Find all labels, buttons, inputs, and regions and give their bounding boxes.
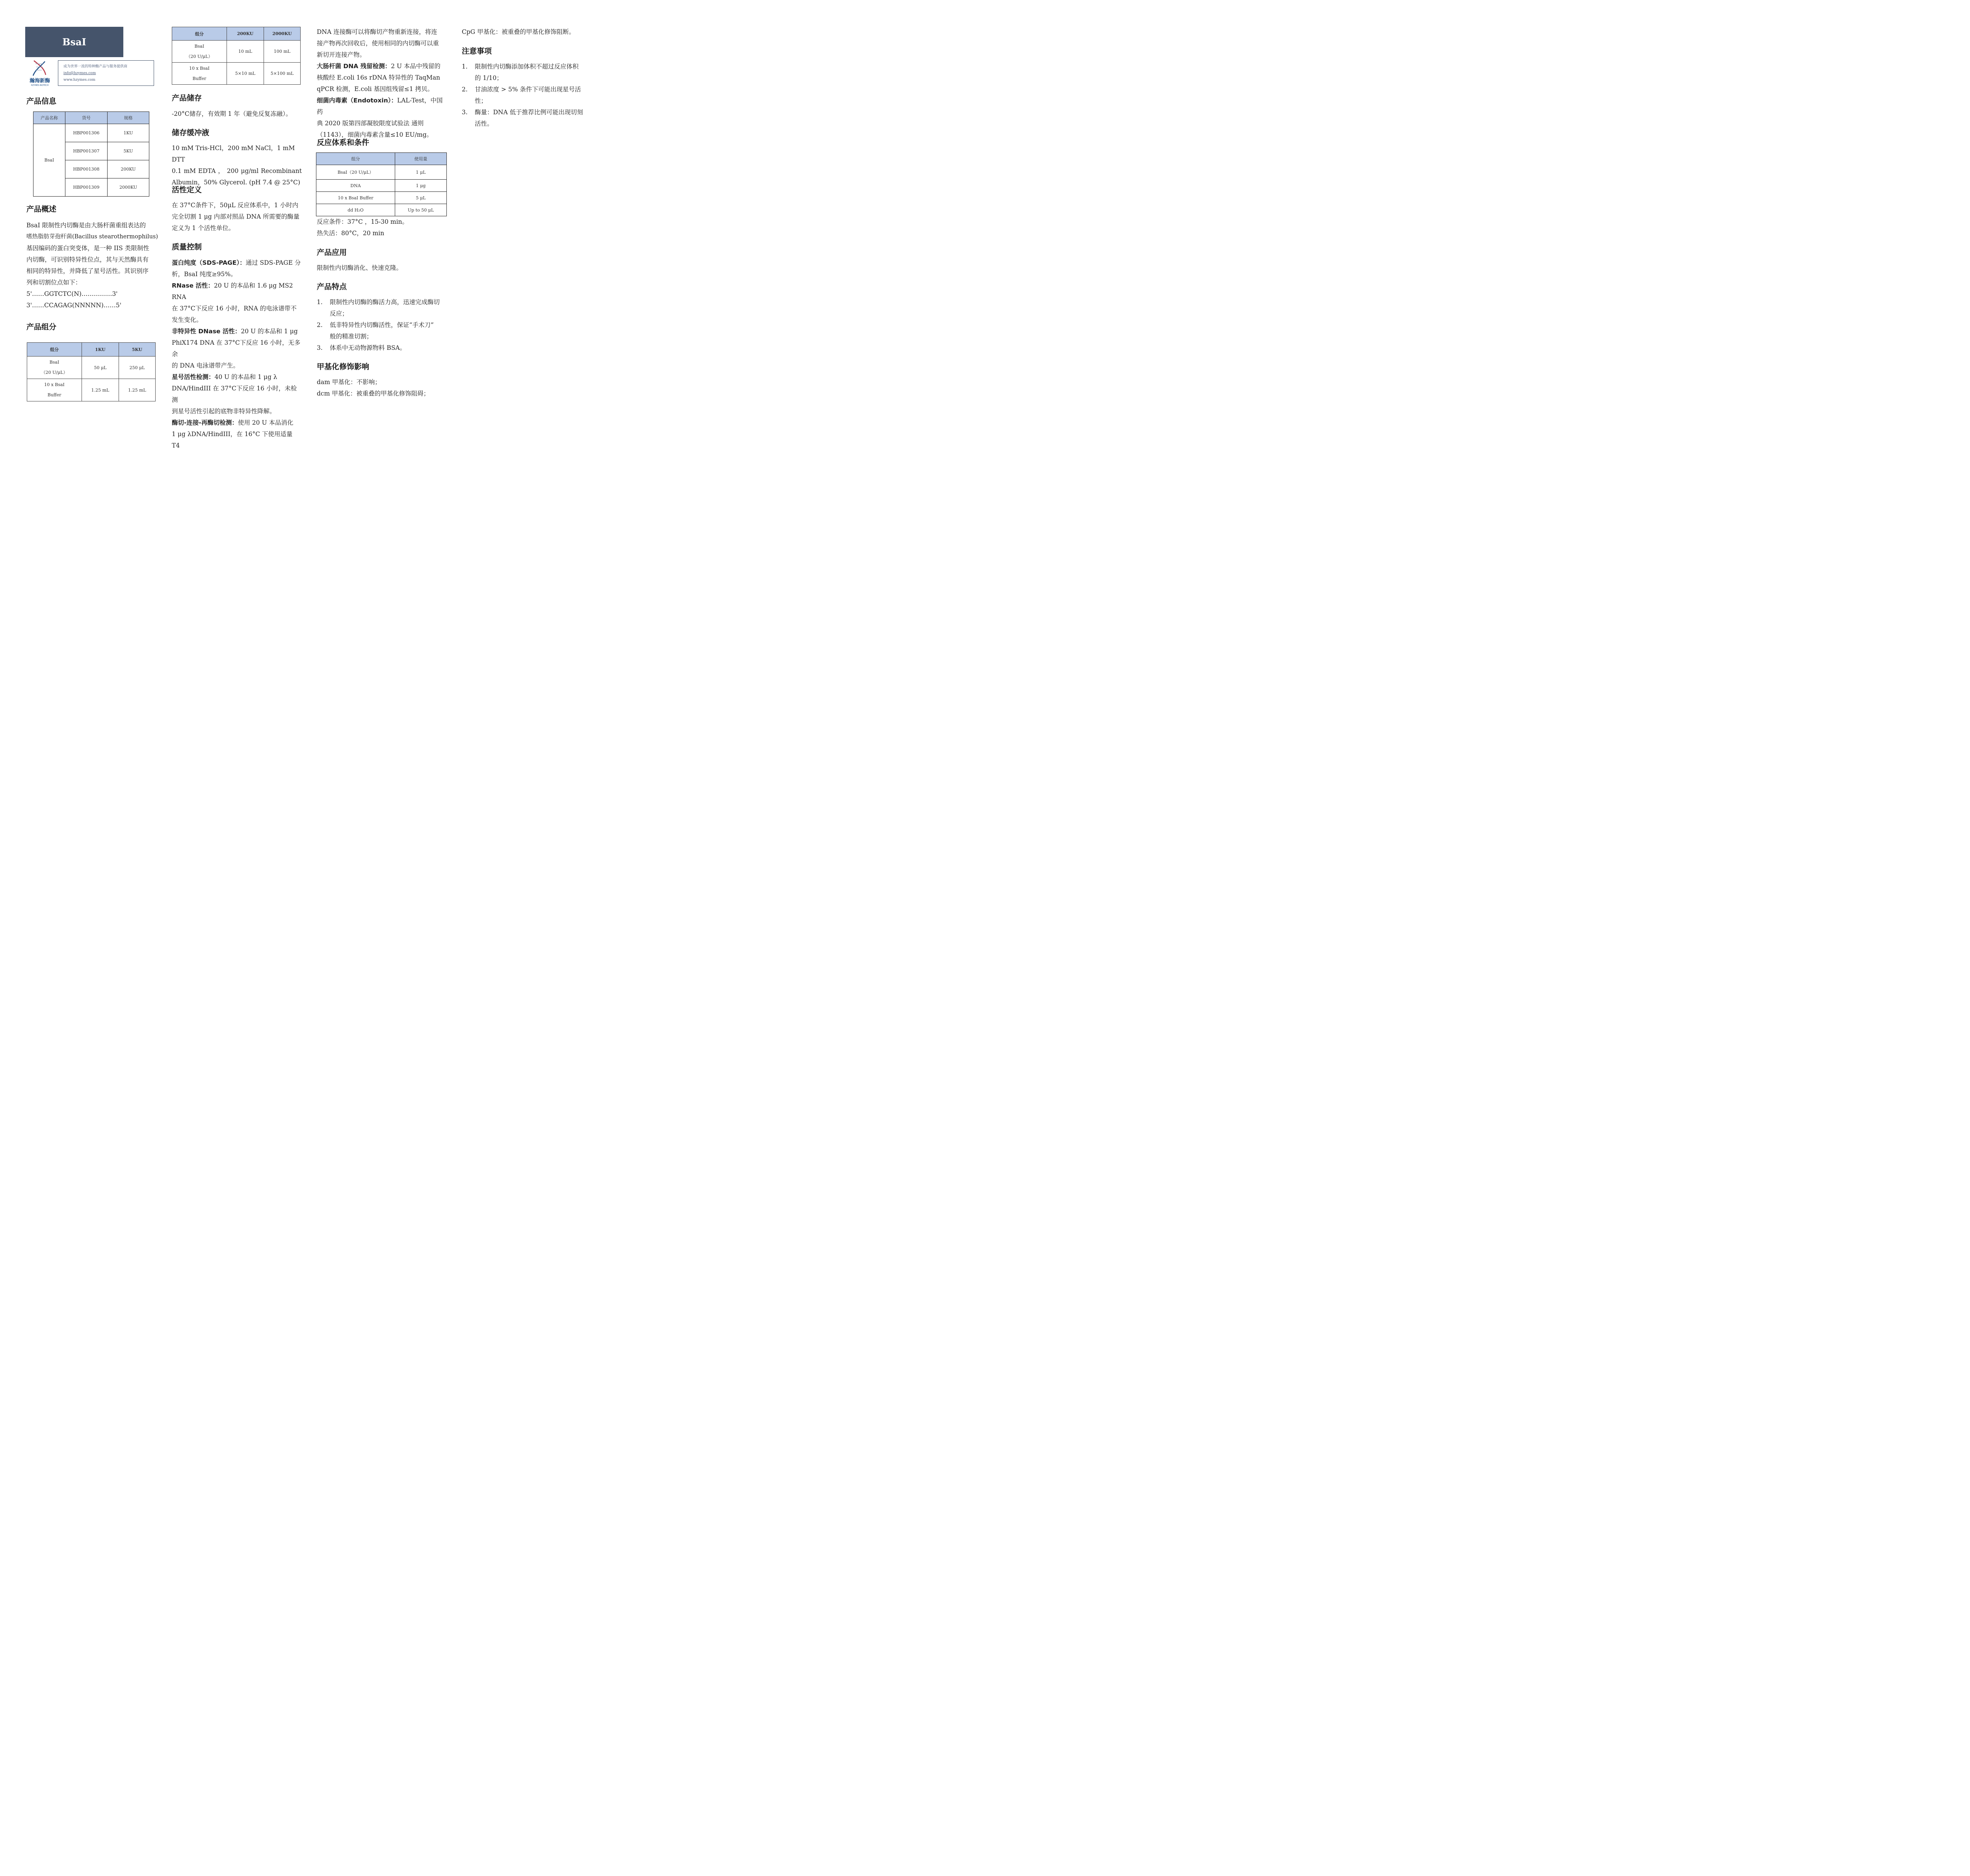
table-cell: 10 mL [227, 41, 264, 63]
table-cell: dd H₂O [316, 204, 395, 216]
qc-label-star: 星号活性检测： [172, 373, 215, 381]
logo-text: 瀚海新酶 [29, 78, 50, 84]
table-cell: HBP001307 [65, 142, 108, 160]
table-cell: 1.25 mL [82, 379, 119, 401]
col-header: 组分 [316, 153, 395, 165]
table-cell: 1KU [108, 124, 149, 142]
table-cell: Up to 50 μL [395, 204, 447, 216]
company-tagline: 成为世界一流的特种酶产品与服务提供商 [63, 65, 128, 69]
text-line: 0.1 mM EDTA ， 200 μg/ml Recombinant [172, 167, 302, 175]
table-cell: 1 μL [395, 165, 447, 180]
logo-subtext: HZYMES BIOTECH [31, 84, 49, 87]
list-item: 3. 酶量：DNA 低于推荐比例可能出现切刻 活性。 [462, 109, 583, 127]
features-list [317, 297, 448, 354]
text-line: 基因编码的蛋白突变体，是一种 IIS 类限制性 [26, 245, 149, 252]
table-cell: 2000KU [108, 178, 149, 197]
col-header: 使用量 [395, 153, 447, 165]
table-cell: 10 x BsaI Buffer [316, 192, 395, 204]
text-line: 内切酶，可识别特异性位点，其与天然酶具有 [26, 256, 149, 263]
table-cell: 1 μg [395, 180, 447, 192]
col-header-name: 产品名称 [33, 112, 65, 124]
product-info-heading: 产品信息 [26, 97, 57, 106]
table-cell: 5×100 mL [264, 63, 301, 85]
features-heading: 产品特点 [317, 282, 347, 291]
company-info-box [58, 60, 154, 86]
product-title: BsaI [62, 36, 86, 48]
text-line: BsaI 限制性内切酶是由大肠杆菌重组表达的 [26, 222, 146, 229]
reaction-condition-line: 反应条件：37°C ，15-30 min。 [317, 218, 409, 225]
heat-inactivation-line: 热失活：80°C，20 min [317, 230, 385, 237]
table-cell: 5KU [108, 142, 149, 160]
text-line: 完全切割 1 μg 内部对照品 DNA 所需要的酶量 [172, 213, 300, 220]
qc-label-dnase: 非特异性 DNase 活性： [172, 328, 241, 335]
text-line: 定义为 1 个活性单位。 [172, 225, 235, 232]
table-cell: HBP001309 [65, 178, 108, 197]
reaction-heading: 反应体系和条件 [317, 138, 370, 147]
qc-label-rnase: RNase 活性： [172, 282, 214, 289]
table-cell: 200KU [108, 160, 149, 178]
col-header: 5KU [119, 343, 156, 357]
qc-label-ecoli: 大肠杆菌 DNA 残留检测： [317, 63, 391, 70]
qc-label-endotoxin: 细菌内毒素（Endotoxin）： [317, 97, 398, 104]
col-header: 200KU [227, 27, 264, 41]
notes-heading: 注意事项 [462, 47, 492, 56]
buffer-heading: 储存缓冲液 [172, 128, 210, 137]
components-table-large [172, 27, 301, 85]
text-line: 列和切割位点如下： [26, 279, 82, 286]
activity-heading: 活性定义 [172, 186, 202, 194]
col-header: 2000KU [264, 27, 301, 41]
company-website: www.hzymes.com [63, 78, 95, 82]
product-info-table [33, 111, 149, 197]
table-cell: 50 μL [82, 357, 119, 379]
table-cell: 100 mL [264, 41, 301, 63]
product-name-cell: BsaI [33, 124, 65, 197]
components-table-small [27, 342, 156, 401]
activity-text [172, 200, 302, 234]
table-cell: HBP001308 [65, 160, 108, 178]
list-item: 2. 低非特异性内切酶活性，保证“手术刀” 般的精准切割； [317, 321, 434, 340]
dcm-line: dcm 甲基化：被重叠的甲基化修饰阻碍； [317, 390, 430, 397]
table-cell: BsaI （20 U/μL） [27, 357, 82, 379]
table-cell: 5 μL [395, 192, 447, 204]
text-line: 嗜热脂肪芽孢杆菌(Bacillus stearothermophilus) [26, 234, 158, 240]
table-cell: 5×10 mL [227, 63, 264, 85]
list-item: 2. 甘油浓度 > 5% 条件下可能出现星号活 性； [462, 86, 581, 104]
storage-heading: 产品储存 [172, 94, 202, 102]
methylation-text [317, 377, 429, 399]
notes-list [462, 61, 594, 130]
table-cell: DNA [316, 180, 395, 192]
table-cell: HBP001306 [65, 124, 108, 142]
recognition-seq-top: 5'……GGTCTC(N)……………3' [26, 290, 118, 297]
col-header: 组分 [172, 27, 227, 41]
list-item: 1. 限制性内切酶的酶活力高，迅速完成酶切 反应； [317, 299, 440, 317]
qc-text-continued: DNA 连接酶可以将酶切产物重新连接，将连 接产物再次回收后，使用相同的内切酶可以重 新切开连接产物。 大肠杆菌 DNA 残留检测：2 U 本品中残留的 核酸经 E.coli 16s rDNA 特异性的 TaqMan qPCR 检测，E.coli 基因组残留≤1 拷贝。 细菌内毒素（Endotoxin）：LAL-Test，中国药 典 2020 版第四部凝胶限度试验法 通则 （1143），细菌内毒素含量≤10 EU/mg。 [317, 28, 443, 138]
reaction-conditions [317, 216, 408, 239]
dam-line: dam 甲基化：不影响； [317, 379, 381, 386]
table-cell: BsaI（20 U/μL） [316, 165, 395, 180]
text-line: 相同的特异性，并降低了星号活性。其识别序 [26, 267, 149, 275]
col-header: 组分 [27, 343, 82, 357]
methylation-heading: 甲基化修饰影响 [317, 362, 370, 371]
qc-text: 蛋白纯度（SDS-PAGE）：通过 SDS-PAGE 分 析，BsaI 纯度≥95%。 RNase 活性：20 U 的本品和 1.6 μg MS2 RNA 在 37°C下反应 16 小时，RNA 的电泳谱带不 发生变化。 非特异性 DNase 活性：20 U 的本品和 1 μg PhiX174 DNA 在 37°C下反应 16 小时，无多余 的 DNA 电泳谱带产生。 星号活性检测：40 U 的本品和 1 μg λ DNA/HindIII 在 37°C下反应 16 小时，未检测 到星号活性引起的底物非特异性降解。 酶切-连接-再酶切检测：使用 20 U 本品消化 1 μg λDNA/HindIII，在 16°C 下使用适量 T4 [172, 259, 301, 449]
product-title-banner [25, 27, 123, 57]
cpg-line: CpG 甲基化：被重叠的甲基化修饰阻断。 [462, 28, 575, 35]
table-cell: 1.25 mL [119, 379, 156, 401]
text-line: Albumin，50% Glycerol. (pH 7.4 @ 25°C) [172, 179, 300, 186]
table-cell: 10 x BsaI Buffer [172, 63, 227, 85]
reaction-table [316, 152, 447, 216]
recognition-seq-bottom: 3'……CCAGAG(NNNNN)……5' [26, 302, 122, 309]
company-email-link[interactable]: info@hzymes.com [63, 71, 96, 75]
table-cell: 250 μL [119, 357, 156, 379]
list-item: 1. 限制性内切酶添加体积不超过反应体积 的 1/10； [462, 63, 579, 82]
components-heading: 产品组分 [26, 323, 57, 331]
col-header: 1KU [82, 343, 119, 357]
application-heading: 产品应用 [317, 248, 347, 257]
overview-heading: 产品概述 [26, 205, 57, 214]
application-text: 限制性内切酶消化、快速克隆。 [317, 264, 403, 271]
company-logo [27, 59, 53, 87]
qc-label-ligation: 酶切-连接-再酶切检测： [172, 419, 238, 426]
col-header-cat: 货号 [65, 112, 108, 124]
col-header-spec: 规格 [108, 112, 149, 124]
qc-label-purity: 蛋白纯度（SDS-PAGE）： [172, 259, 246, 266]
buffer-text [172, 143, 302, 188]
list-item: 3. 体系中无动物源物料 BSA。 [317, 344, 406, 351]
text-line: 10 mM Tris-HCl，200 mM NaCl，1 mM DTT [172, 145, 295, 163]
text-line: 在 37°C条件下，50μL 反应体系中，1 小时内 [172, 202, 299, 209]
qc-heading: 质量控制 [172, 243, 202, 251]
table-cell: BsaI （20 U/μL） [172, 41, 227, 63]
table-cell: 10 x BsaI Buffer [27, 379, 82, 401]
overview-text [26, 220, 158, 311]
storage-text: -20°C储存，有效期 1 年（避免反复冻融）。 [172, 110, 292, 117]
